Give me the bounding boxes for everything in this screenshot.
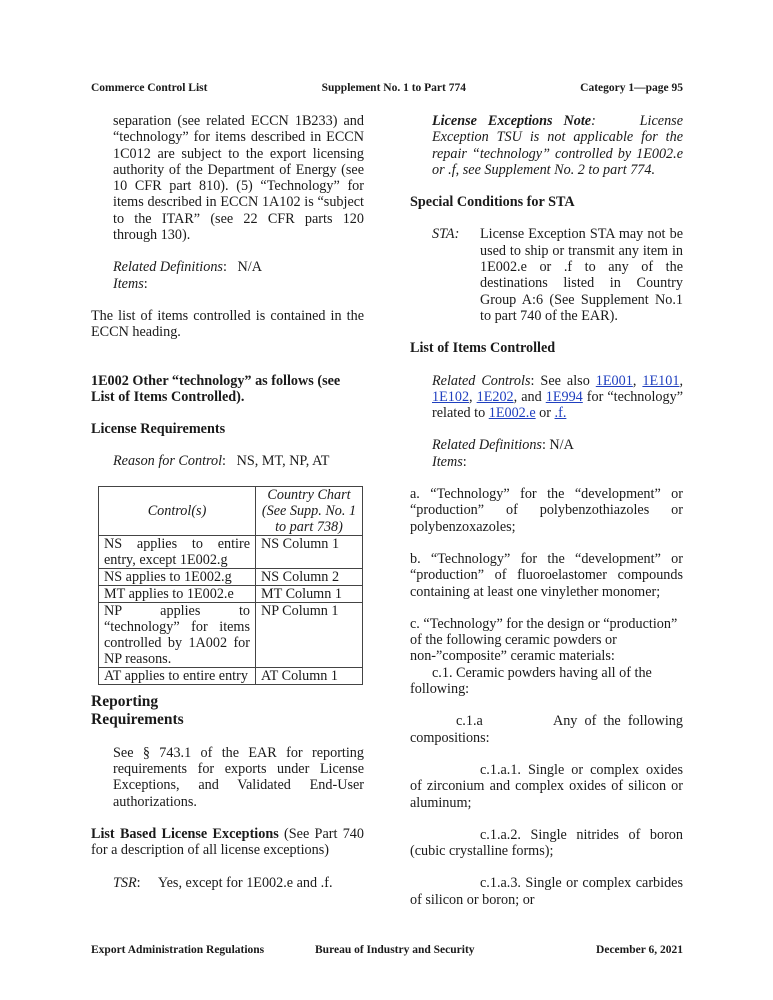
link-1e102[interactable]: 1E102 (432, 388, 470, 405)
control-table (98, 486, 363, 685)
sta-condition: STA: License Exception STA may not be used to ship or transmit any item in 1E002.e or .f to any of the destinations listed in Country Group A:6 (See Supplement No.1 to part 740 of the EAR). (432, 226, 683, 324)
link-f[interactable]: .f. (554, 405, 567, 422)
header-left: Commerce Control List (91, 82, 208, 94)
reporting-text: See § 743.1 of the EAR for reporting requirements for exports under License Exceptions, and Validated End-User authorizations. (113, 744, 364, 810)
link-1e101[interactable]: 1E101 (642, 372, 680, 389)
items-label: Items: (113, 275, 148, 292)
related-controls: Related Controls: See also 1E001, 1E101, 1E102, 1E202, and 1E994 for “technology” related to 1E002.e or .f. (432, 372, 683, 422)
left-column (91, 113, 364, 891)
link-1e994[interactable]: 1E994 (545, 388, 583, 405)
item-c1: c.1. Ceramic powders having all of the following: (410, 664, 652, 698)
license-exceptions-note: License Exceptions Note: License Exception TSU is not applicable for the repair “technology” controlled by 1E002.e or .f, see Supplement No. 2 to part 774. (432, 113, 683, 178)
tsr-line: TSR: Yes, except for 1E002.e and .f. (113, 874, 333, 891)
table-row: MT applies to 1E002.e MT Column 1 (99, 585, 363, 602)
related-definitions: Related Definitions: N/A (113, 259, 262, 276)
link-1e002e[interactable]: 1E002.e (488, 405, 536, 422)
sta-heading: Special Conditions for STA (410, 194, 575, 211)
table-row: NP applies to “technology” for items controlled by 1A002 for NP reasons. NP Column 1 (99, 602, 363, 667)
footer-center: Bureau of Industry and Security (315, 944, 475, 956)
continuation-paragraph: separation (see related ECCN 1B233) and “technology” for items described in ECCN 1C012 are subject to the export licensing authority of the Department of Energy (see 10 CFR part 810). (5) “Technology” for items described in ECCN 1A102 is “subject to the ITAR” (see 22 CFR parts 120 through 130). (113, 113, 364, 244)
reporting-heading: Reporting Requirements (91, 692, 184, 728)
items-label: Items: (432, 453, 467, 470)
item-c1a1: c.1.a.1. Single or complex oxides of zirconium and complex oxides of silicon or aluminum; (410, 761, 683, 811)
lble-paragraph: List Based License Exceptions (See Part 740 for a description of all license exceptions) (91, 825, 364, 859)
license-requirements-heading: License Requirements (91, 421, 226, 438)
header-right: Category 1—page 95 (580, 82, 683, 94)
page-footer (91, 944, 683, 956)
items-note: The list of items controlled is contained in the ECCN heading. (91, 307, 364, 341)
page-header (91, 82, 683, 94)
table-header-controls: Control(s) (99, 486, 256, 535)
header-center: Supplement No. 1 to Part 774 (321, 82, 466, 94)
link-1e202[interactable]: 1E202 (476, 388, 514, 405)
footer-left: Export Administration Regulations (91, 944, 265, 956)
table-row: NS applies to entire entry, except 1E002.g NS Column 1 (99, 535, 363, 568)
item-c1a2: c.1.a.2. Single nitrides of boron (cubic crystalline forms); (410, 826, 683, 860)
item-c: c. “Technology” for the design or “production” of the following ceramic powders or non-”composite” ceramic materials: (410, 615, 678, 665)
item-c1a: c.1.a Any of the following compositions: (410, 713, 683, 746)
right-column (410, 113, 683, 908)
table-header-country-chart: Country Chart (See Supp. No. 1 to part 738) (256, 486, 363, 535)
table-header-row (99, 486, 363, 535)
table-row: AT applies to entire entry AT Column 1 (99, 667, 363, 684)
item-b: b. “Technology” for the “development” or “production” of fluoroelastomer compounds containing at least one vinylether monomer; (410, 550, 683, 600)
item-a: a. “Technology” for the “development” or “production” of polybenzothiazoles or polybenzoxazoles; (410, 486, 683, 535)
eccn-heading: 1E002 Other “technology” as follows (see List of Items Controlled). (91, 372, 341, 405)
related-definitions: Related Definitions: N/A (432, 437, 574, 454)
table-row: NS applies to 1E002.g NS Column 2 (99, 568, 363, 585)
reason-for-control: Reason for Control: NS, MT, NP, AT (113, 453, 330, 470)
list-of-items-heading: List of Items Controlled (410, 340, 556, 357)
footer-right: December 6, 2021 (596, 944, 683, 956)
link-1e001[interactable]: 1E001 (595, 372, 633, 389)
item-c1a3: c.1.a.3. Single or complex carbides of silicon or boron; or (410, 875, 683, 908)
